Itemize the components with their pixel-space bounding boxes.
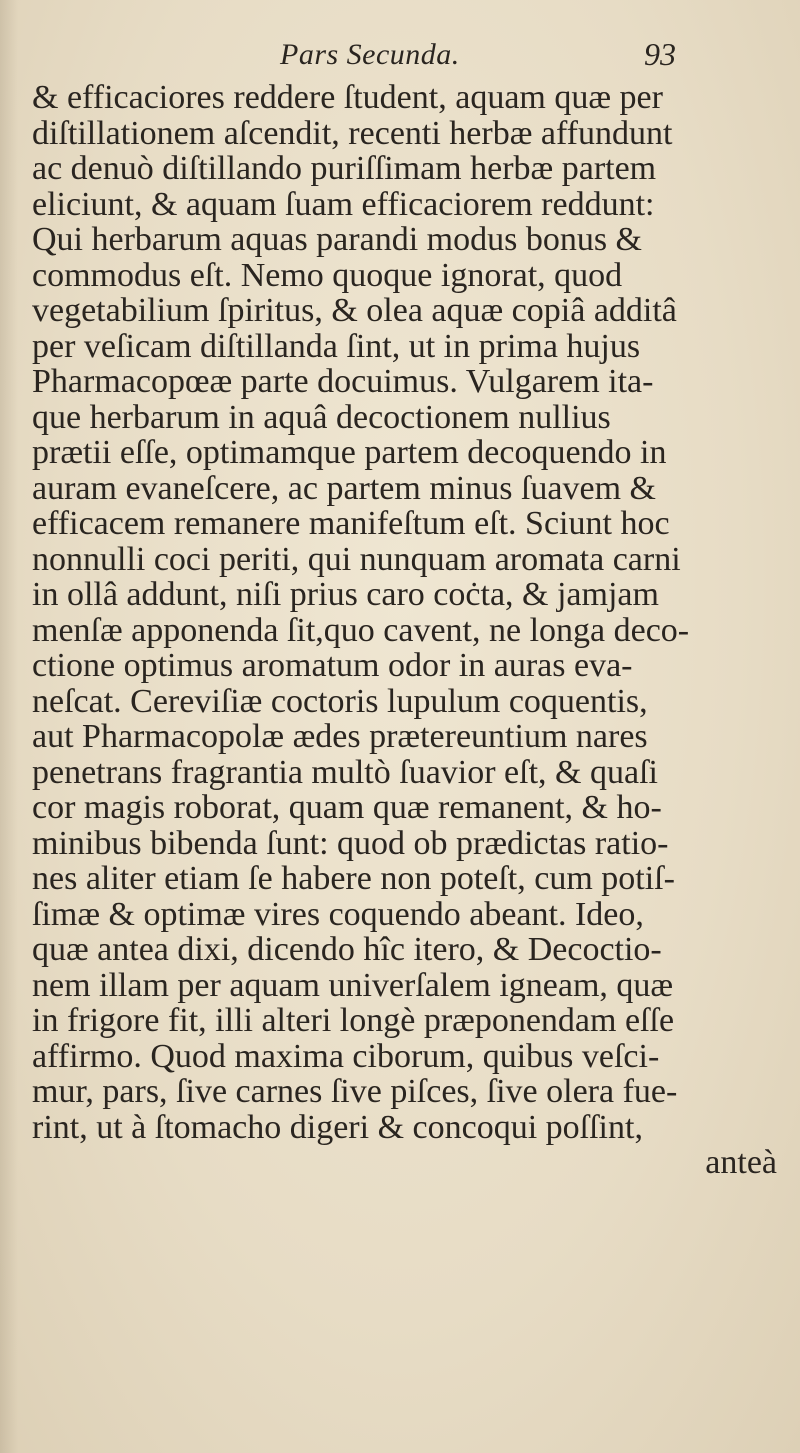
text-line: mur, pars, ſive carnes ſive piſces, ſive olera fue- [32,1074,678,1110]
text-line: & efficaciores reddere ſtudent, aquam quæ per [32,80,663,116]
text-line: prætii eſſe, optimamque partem decoquendo in [32,435,667,471]
text-line: efficacem remanere manifeſtum eſt. Sciunt hoc [32,506,670,542]
text-line: in ollâ addunt, niſi prius caro coċta, & jamjam [32,577,659,613]
text-line: minibus bibenda ſunt: quod ob prædictas ratio- [32,825,669,861]
text-line: ctione optimus aromatum odor in auras eva- [32,648,633,684]
text-line: quæ antea dixi, dicendo hîc itero, & Decoctio- [32,932,662,968]
text-line: que herbarum in aquâ decoctionem nullius [32,399,611,435]
catchword: anteà [705,1145,777,1181]
page-number: 93 [644,36,676,72]
text-line: affirmo. Quod maxima ciborum, quibus veſci- [32,1038,660,1074]
text-line: commodus eſt. Nemo quoque ignorat, quod [32,257,623,293]
text-line: nonnulli coci periti, qui nunquam aromata carni [32,541,681,577]
text-line: aut Pharmacopolæ ædes prætereuntium nares [32,719,648,755]
text-line: menſæ apponenda ſit,quo cavent, ne longa deco- [32,612,690,648]
text-line: nes aliter etiam ſe habere non poteſt, cum potiſ- [32,861,675,897]
running-head [32,24,777,80]
text-line: ſimæ & optimæ vires coquendo abeant. Ideo, [32,896,644,932]
text-line: Qui herbarum aquas parandi modus bonus & [32,222,642,258]
text-line: rint, ut à ſtomacho digeri & concoqui poſſint, [32,1109,643,1145]
text-line: penetrans fragrantia multò ſuavior eſt, & quaſi [32,754,658,790]
body-text [32,80,777,1181]
running-head-title: Pars Secunda. [280,38,460,71]
text-line: eliciunt, & aquam ſuam efficaciorem reddunt: [32,186,655,222]
text-line: ac denuò diſtillando puriſſimam herbæ partem [32,151,657,187]
text-line: diſtillationem aſcendit, recenti herbæ affundunt [32,115,673,151]
text-line: Pharmacopœæ parte docuimus. Vulgarem ita- [32,364,654,400]
text-line: nem illam per aquam univerſalem igneam, quæ [32,967,674,1003]
text-line: per veſicam diſtillanda ſint, ut in prima hujus [32,328,641,364]
text-line: auram evaneſcere, ac partem minus ſuavem & [32,470,656,506]
text-line: vegetabilium ſpiritus, & olea aquæ copiâ additâ [32,293,677,329]
page-gutter-shadow [0,0,18,1453]
text-line: cor magis roborat, quam quæ remanent, & ho- [32,790,662,826]
text-line: neſcat. Cereviſiæ coctoris lupulum coquentis, [32,683,648,719]
text-line: in frigore fit, illi alteri longè præponendam eſſe [32,1003,675,1039]
page-content [32,24,777,1181]
